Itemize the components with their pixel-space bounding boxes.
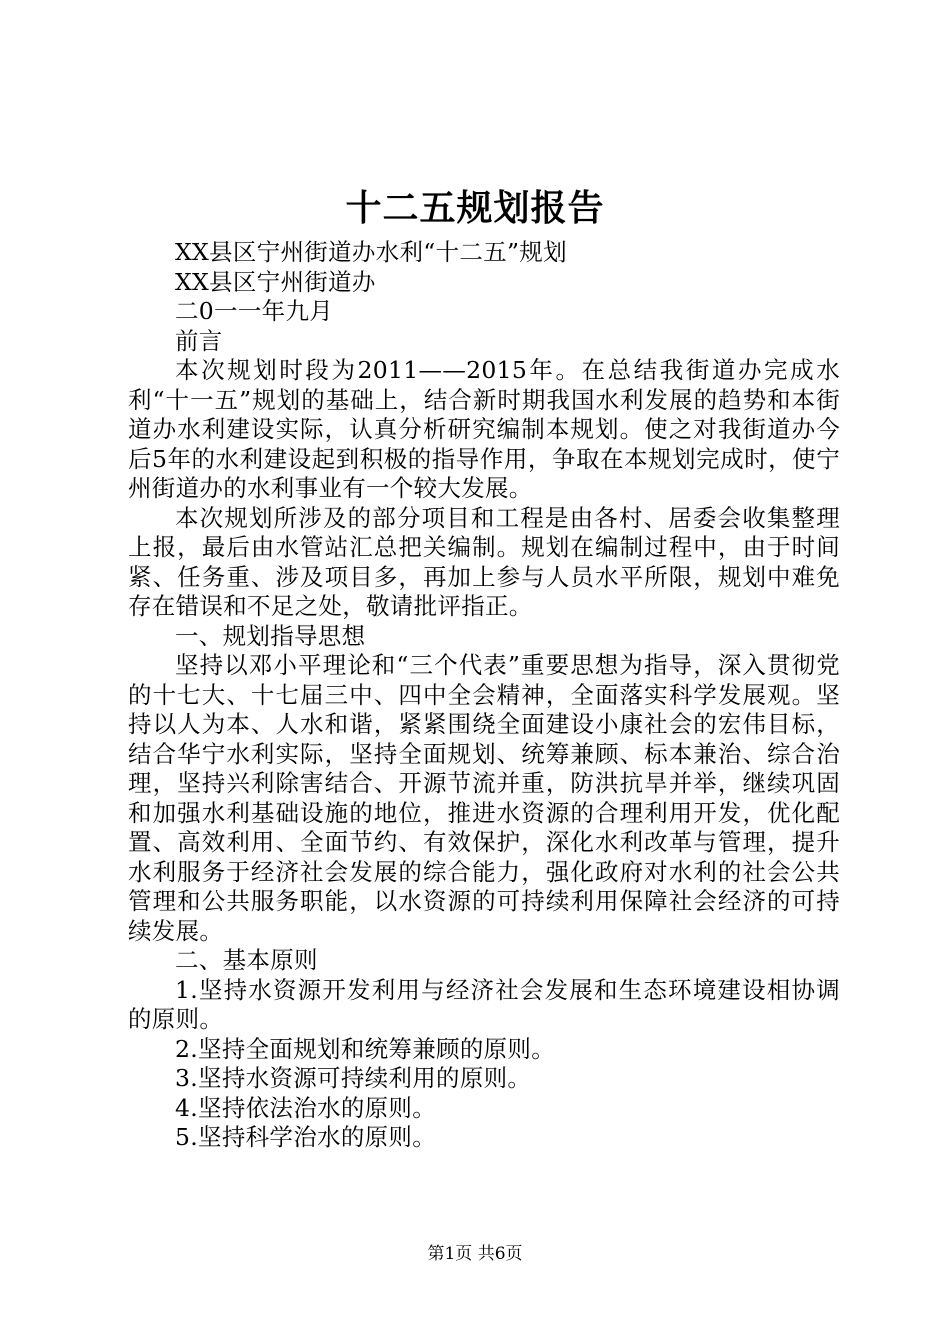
list-item: 5.坚持科学治水的原则。 [175, 1123, 437, 1151]
list-item: 3.坚持水资源可持续利用的原则。 [175, 1064, 532, 1092]
paragraph: 坚持以邓小平理论和“三个代表”重要思想为指导，深入贯彻党的十七大、十七届三中、四中全会精神，全面落实科学发展观。坚持以人为本、人水和谐，紧紧围绕全面建设小康社会的宏伟目标，结合华宁水利实际，坚持全面规划、统筹兼顾、标本兼治、综合治理，坚持兴利除害结合、开源节流并重，防洪抗旱并举，继续巩固和加强水利基础设施的地位，推进水资源的合理利用开发，优化配置、高效利用、全面节约、有效保护，深化水利改革与管理，提升水利服务于经济社会发展的综合能力，强化政府对水利的社会公共管理和公共服务职能，以水资源的可持续利用保障社会经济的可持续发展。 [128, 651, 840, 945]
paragraph: 本次规划时段为2011——2015年。在总结我街道办完成水利“十一五”规划的基础上，结合新时期我国水利发展的趋势和本街道办水利建设实际，认真分析研究编制本规划。使之对我街道办今后5年的水利建设起到积极的指导作用，争取在本规划完成时，使宁州街道办的水利事业有一个较大发展。 [128, 356, 840, 502]
paragraph: XX县区宁州街道办 [175, 267, 376, 296]
paragraph: XX县区宁州街道办水利“十二五”规划 [175, 238, 567, 266]
section-heading: 一、规划指导思想 [175, 621, 366, 650]
list-item: 1.坚持水资源开发利用与经济社会发展和生态环境建设相协调的原则。 [128, 975, 840, 1033]
document-body [128, 238, 840, 1153]
section-heading: 二、基本原则 [175, 946, 318, 974]
section-heading: 前言 [175, 326, 223, 355]
paragraph: 二0一一年九月 [175, 297, 334, 325]
document-title: 十二五规划报告 [345, 187, 605, 229]
paragraph: 本次规划所涉及的部分项目和工程是由各村、居委会收集整理上报，最后由水管站汇总把关编制。规划在编制过程中，由于时间紧、任务重、涉及项目多，再加上参与人员水平所限，规划中难免存在错误和不足之处，敬请批评指正。 [128, 503, 840, 620]
list-item: 4.坚持依法治水的原则。 [175, 1093, 437, 1122]
page-footer: 第1页 共6页 [427, 1244, 523, 1264]
list-item: 2.坚持全面规划和统筹兼顾的原则。 [175, 1034, 556, 1063]
